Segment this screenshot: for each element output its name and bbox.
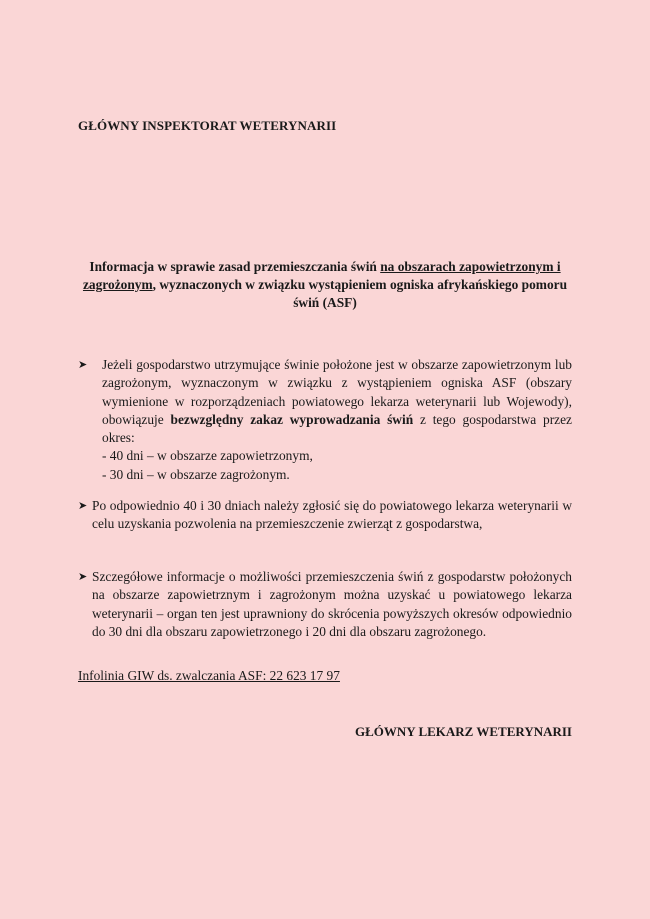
list-item-report-vet xyxy=(78,497,572,534)
list-item-text: Po odpowiednio 40 i 30 dniach należy zgłosić się do powiatowego lekarza weterynarii w celu uzyskania pozwolenia na przemieszczenie zwierząt z gospodarstwa, xyxy=(92,498,572,532)
list-item-text xyxy=(102,356,572,484)
arrowhead-bullet-icon: ➤ xyxy=(78,500,88,512)
arrowhead-bullet-icon: ➤ xyxy=(78,571,88,583)
arrowhead-bullet-icon: ➤ xyxy=(78,359,88,371)
item-text-after: z tego gospodarstwa przez okres: xyxy=(102,411,572,446)
list-item-movement-ban xyxy=(78,356,572,484)
item-text-before: Jeżeli gospodarstwo utrzymujące świnie położone jest w obszarze zapowietrzonym lub zagrożonym, wyznaczonym w związku z wystąpieniem ogniska ASF (obszary wymienione w rozporządzeniach powiatowego lekarza weterynarii lub Wojewody), obowiązuje xyxy=(102,357,572,427)
title-part-3: , wyznaczonych w związku wystąpieniem ogniska afrykańskiego pomoru świń (ASF) xyxy=(152,277,568,310)
list-item-detailed-info xyxy=(78,568,572,641)
sub-item-40-days: - 40 dni – w obszarze zapowietrzonym, xyxy=(102,448,313,464)
title-part-1: Informacja w sprawie zasad przemieszczania świń xyxy=(89,259,381,274)
sub-item-30-days: - 30 dni – w obszarze zagrożonym. xyxy=(102,466,290,482)
document-title xyxy=(78,258,572,312)
list-item-text: Szczegółowe informacje o możliwości przemieszczenia świń z gospodarstw położonych na obszarze zapowietrznym i zagrożonym można uzyskać u powiatowego lekarza weterynarii – organ ten jest uprawniony do skrócenia powyższych okresów odpowiednio do 30 dni dla obszaru zapowietrzonego i 20 dni dla obszaru zagrożonego. xyxy=(92,569,572,639)
signature-chief-vet: GŁÓWNY LEKARZ WETERYNARII xyxy=(355,724,572,739)
title-underlined-part: na obszarach zapowietrzonym i zagrożonym xyxy=(82,259,561,292)
item-text-bold: bezwzględny zakaz wyprowadzania świń xyxy=(170,411,414,427)
institution-header: GŁÓWNY INSPEKTORAT WETERYNARII xyxy=(78,118,337,133)
hotline-info: Infolinia GIW ds. zwalczania ASF: 22 623 17 97 xyxy=(78,668,340,683)
